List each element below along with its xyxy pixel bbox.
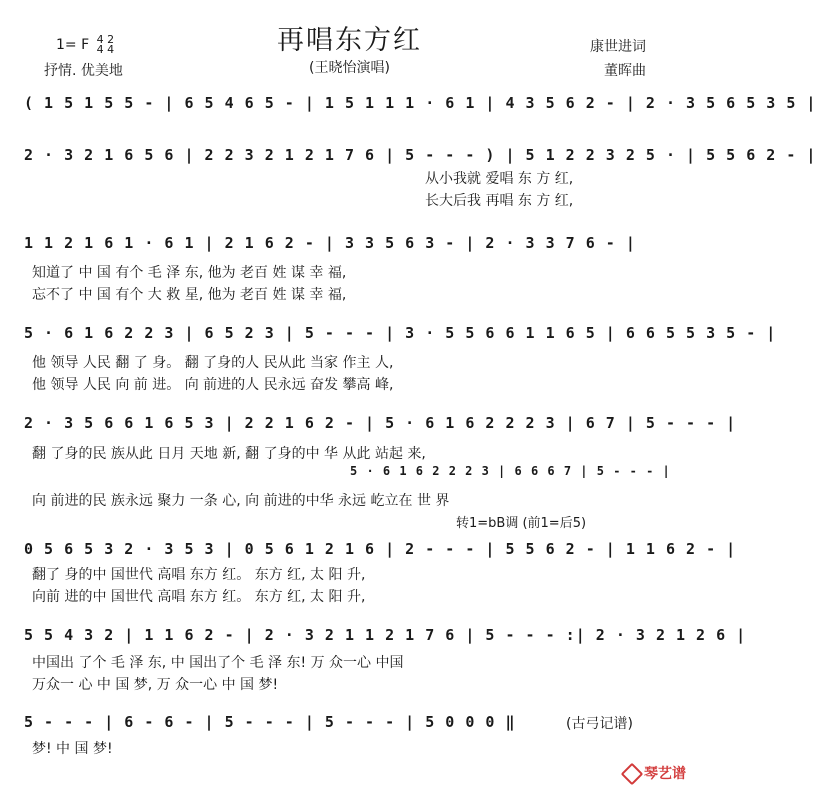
notation-row-5-alternate: 5 · 6 1 6 2 2 2 3 | 6 6 6 7 | 5 - - - | [350, 464, 671, 478]
lyric-row-5: 翻 了身的民 族从此 日月 天地 新, 翻 了身的中 华 从此 站起 来, [32, 446, 426, 462]
time-numerators: 4 2 [96, 33, 115, 46]
composer-credit: 董晖曲 [604, 63, 646, 79]
expression-marking: 抒情. 优美地 [44, 63, 123, 79]
logo-text: 琴艺谱 [644, 766, 686, 782]
lyric-row-6-verse-1: 翻了 身的中 国世代 高唱 东方 红。 东方 红, 太 阳 升, [32, 567, 366, 583]
notation-row-2: 2 · 3 2 1 6 5 6 | 2 2 3 2 1 2 1 7 6 | 5 - - - ) | 5 1 2 2 3 2 5 · | 5 5 6 2 - | [24, 146, 816, 164]
lyric-row-5-alternate: 向 前进的民 族永远 聚力 一条 心, 向 前进的中华 永远 屹立在 世 界 [32, 493, 450, 509]
key-text: 1= F [56, 37, 90, 53]
time-signature [97, 35, 115, 55]
lyric-row-2-verse-1: 从小我就 爱唱 东 方 红, [425, 171, 574, 187]
performer-subtitle: (王晓怡演唱) [309, 60, 390, 76]
lyric-row-6-verse-2: 向前 进的中 国世代 高唱 东方 红。 东方 红, 太 阳 升, [32, 589, 366, 605]
lyric-row-7-verse-2: 万众一 心 中 国 梦, 万 众一心 中 国 梦! [32, 677, 279, 693]
notation-row-7: 5 5 4 3 2 | 1 1 6 2 - | 2 · 3 2 1 1 2 1 7 6 | 5 - - - :| 2 · 3 2 1 2 6 | [24, 626, 747, 644]
lyric-row-3-verse-2: 忘不了 中 国 有个 大 救 星, 他为 老百 姓 谋 幸 福, [32, 287, 347, 303]
notation-row-8: 5 - - - | 6 - 6 - | 5 - - - | 5 - - - | 5 0 0 0 ‖ [24, 713, 516, 731]
lyric-row-2-verse-2: 长大后我 再唱 东 方 红, [425, 193, 574, 209]
logo-icon [621, 763, 644, 786]
lyricist-credit: 康世进词 [590, 39, 646, 55]
lyric-row-4-verse-2: 他 领导 人民 向 前 进。 向 前进的人 民永远 奋发 攀高 峰, [32, 377, 394, 393]
notation-row-1: ( 1 5 1 5 5 - | 6 5 4 6 5 - | 1 5 1 1 1 · 6 1 | 4 3 5 6 2 - | 2 · 3 5 6 5 3 5 | [24, 94, 816, 112]
notation-row-5: 2 · 3 5 6 6 1 6 5 3 | 2 2 1 6 2 - | 5 · 6 1 6 2 2 2 3 | 6 7 | 5 - - - | [24, 414, 737, 432]
notation-row-6: 0 5 6 5 3 2 · 3 5 3 | 0 5 6 1 2 1 6 | 2 - - - | 5 5 6 2 - | 1 1 6 2 - | [24, 540, 737, 558]
transcriber-credit: (古弓记谱) [566, 716, 633, 732]
modulation-note: 转1=bB调 (前1=后5) [456, 516, 587, 531]
lyric-row-7-verse-1: 中国出 了个 毛 泽 东, 中 国出了个 毛 泽 东! 万 众一心 中国 [32, 655, 404, 671]
lyric-row-8: 梦! 中 国 梦! [32, 741, 113, 757]
site-logo [624, 763, 686, 783]
notation-row-3: 1 1 2 1 6 1 · 6 1 | 2 1 6 2 - | 3 3 5 6 3 - | 2 · 3 3 7 6 - | [24, 234, 636, 252]
song-title: 再唱东方红 [277, 25, 422, 56]
lyric-row-3-verse-1: 知道了 中 国 有个 毛 泽 东, 他为 老百 姓 谋 幸 福, [32, 265, 347, 281]
lyric-row-4-verse-1: 他 领导 人民 翻 了 身。 翻 了身的人 民从此 当家 作主 人, [32, 355, 394, 371]
key-signature [56, 35, 114, 55]
time-denominators: 4 4 [96, 43, 115, 56]
notation-row-4: 5 · 6 1 6 2 2 3 | 6 5 2 3 | 5 - - - | 3 · 5 5 6 6 1 1 6 5 | 6 6 5 5 3 5 - | [24, 324, 777, 342]
